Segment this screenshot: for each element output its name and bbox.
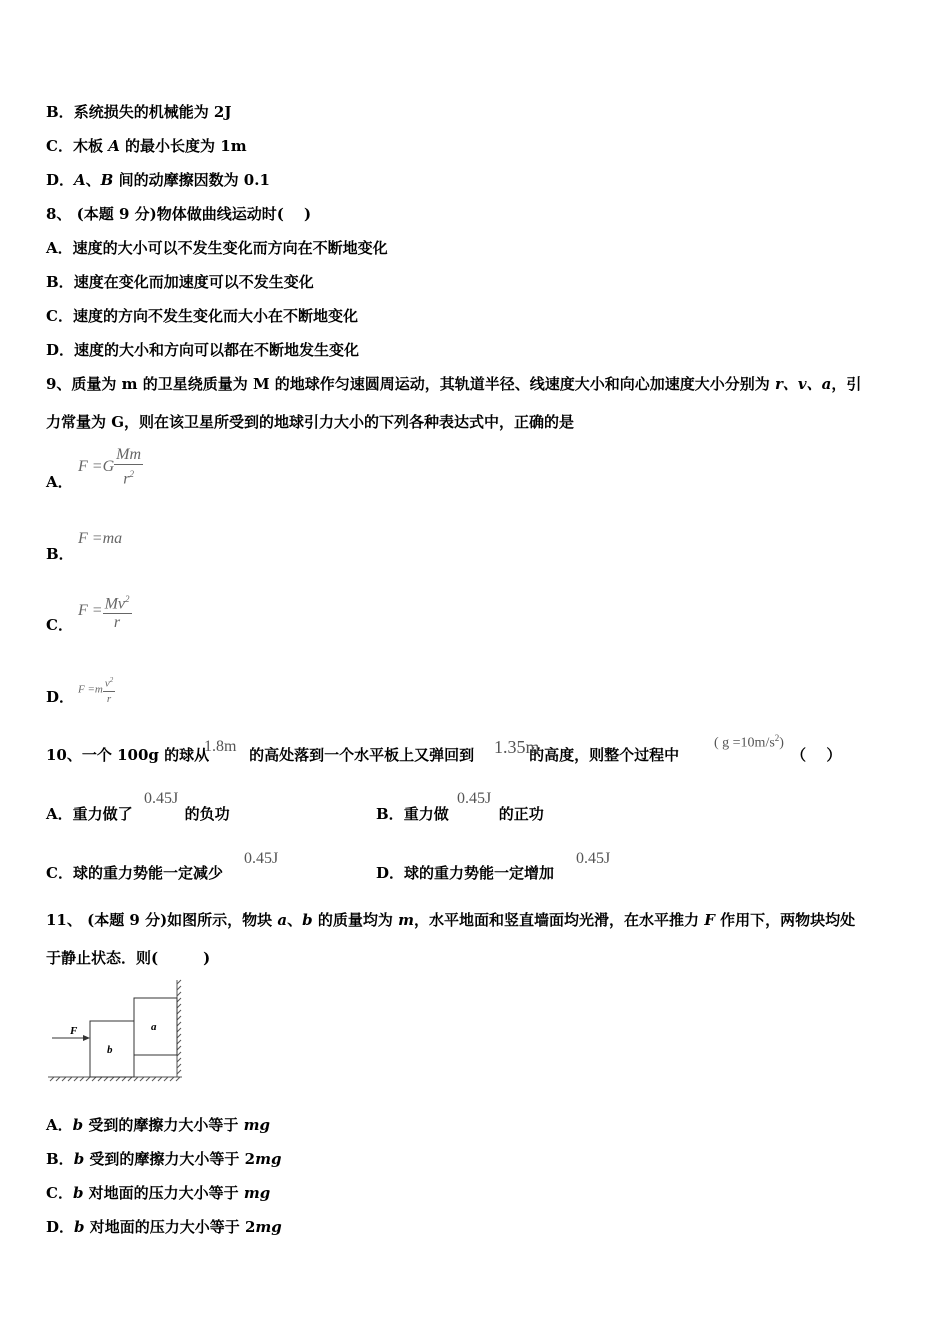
label-f: F: [70, 1025, 78, 1037]
q11-option-d: D．b 对地面的压力大小等于 2mg: [46, 1218, 282, 1236]
label-b: b: [107, 1044, 113, 1056]
q7-option-b: B．系统损失的机械能为 2J: [46, 103, 232, 121]
q10-height2: 1.35m: [494, 737, 540, 757]
q9-stem-line2: 力常量为 G，则在该卫星所受到的地球引力大小的下列各种表达式中，正确的是: [46, 413, 575, 431]
arrow-head-icon: [83, 1035, 90, 1041]
q9-option-c-label: C．: [46, 616, 73, 634]
q10-option-a-value: 0.45J: [144, 790, 179, 807]
q8-option-b: B．速度在变化而加速度可以不发生变化: [46, 273, 314, 291]
q9-option-a-formula: F =G $\frac{Mm}{r^2}$: [78, 446, 142, 488]
q10-option-c-value: 0.45J: [244, 850, 279, 867]
q11-stem-line1: 11、 (本题 9 分)如图所示，物块 a、b 的质量均为 m，水平地面和竖直墙面均光滑，在水平推力 F 作用下，两物块均处: [46, 911, 856, 929]
q9-option-d-formula: F =m $\frac{v^2}{r}$: [78, 676, 114, 705]
q8-option-a: A．速度的大小可以不发生变化而方向在不断地变化: [46, 239, 388, 257]
q11-option-c: C．b 对地面的压力大小等于 mg: [46, 1184, 271, 1202]
label-a: a: [151, 1021, 157, 1033]
q10-option-a: A．重力做了 的负功: [46, 805, 230, 823]
q11-figure: [44, 978, 186, 1086]
q10-option-b-value: 0.45J: [457, 790, 492, 807]
q11-option-a: A．b 受到的摩擦力大小等于 mg: [46, 1116, 270, 1134]
q7-option-d: D．A、B 间的动摩擦因数为 0.1: [46, 171, 270, 189]
ground-hatch: [48, 1077, 182, 1081]
q10-g-note: ( $g =10m/s^2$): [714, 733, 784, 751]
wall-hatch: [177, 980, 181, 1077]
q8-option-c: C．速度的方向不发生变化而大小在不断地变化: [46, 307, 358, 325]
q9-option-d-label: D．: [46, 688, 75, 706]
q10-stem: 10、一个 100g 的球从 的高处落到一个水平板上又弹回到 的高度，则整个过程中 （ ）: [46, 746, 842, 764]
q9-stem-line1: 9、质量为 m 的卫星绕质量为 M 的地球作匀速圆周运动，其轨道半径、线速度大小和向心加速度大小分别为 r、v、a，引: [46, 375, 862, 393]
q10-option-c: C．球的重力势能一定减少: [46, 864, 223, 882]
q11-option-b: B．b 受到的摩擦力大小等于 2mg: [46, 1150, 282, 1168]
q11-stem-line2: 于静止状态．则( ): [46, 949, 211, 967]
q10-option-b: B．重力做 的正功: [376, 805, 544, 823]
q7-option-c: C．木板 A 的最小长度为 1m: [46, 137, 247, 155]
fraction: $\frac{Mm}{r^2}$: [116, 446, 142, 488]
q10-height1: 1.8m: [204, 738, 237, 755]
fraction: $\frac{Mv^2}{r}$: [103, 590, 132, 632]
fraction: $\frac{v^2}{r}$: [104, 676, 114, 705]
q8-option-d: D．速度的大小和方向可以都在不断地发生变化: [46, 341, 360, 359]
q9-option-b-formula: F =ma: [78, 530, 123, 547]
q9-option-c-formula: F = $\frac{Mv^2}{r}$: [78, 590, 132, 632]
q10-option-d-value: 0.45J: [576, 850, 611, 867]
q9-option-a-label: A．: [46, 473, 73, 491]
q9-option-b-label: B．: [46, 545, 74, 563]
q10-option-d: D．球的重力势能一定增加: [376, 864, 555, 882]
q8-stem: 8、 (本题 9 分)物体做曲线运动时( ): [46, 205, 312, 223]
